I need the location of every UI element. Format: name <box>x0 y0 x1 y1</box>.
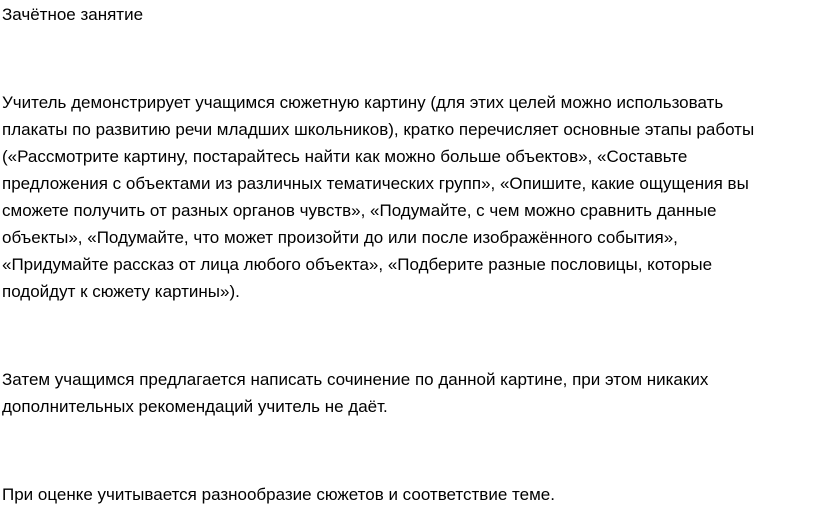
paragraph-line: «Придумайте рассказ от лица любого объекта», «Подберите разные пословицы, которые <box>2 255 713 274</box>
paragraph-line: плакаты по развитию речи младших школьников), кратко перечисляет основные этапы работы <box>2 120 755 139</box>
paragraph-line: Учитель демонстрирует учащимся сюжетную картину (для этих целей можно использовать <box>2 93 724 112</box>
paragraph-line: сможете получить от разных органов чувств», «Подумайте, с чем можно сравнить данные <box>2 201 717 220</box>
paragraph-line: Затем учащимся предлагается написать сочинение по данной картине, при этом никаких <box>2 370 709 389</box>
paragraph-line: дополнительных рекомендаций учитель не даёт. <box>2 397 388 416</box>
paragraph-line: объекты», «Подумайте, что может произойти до или после изображённого события», <box>2 228 678 247</box>
paragraph-line: предложения с объектами из различных тематических групп», «Опишите, какие ощущения вы <box>2 174 749 193</box>
paragraph-line: При оценке учитывается разнообразие сюжетов и соответствие теме. <box>2 485 555 504</box>
paragraph-line: («Рассмотрите картину, постарайтесь найти как можно больше объектов», «Составьте <box>2 147 688 166</box>
paragraph-line: подойдут к сюжету картины»). <box>2 282 240 301</box>
document-title: Зачётное занятие <box>2 5 144 24</box>
